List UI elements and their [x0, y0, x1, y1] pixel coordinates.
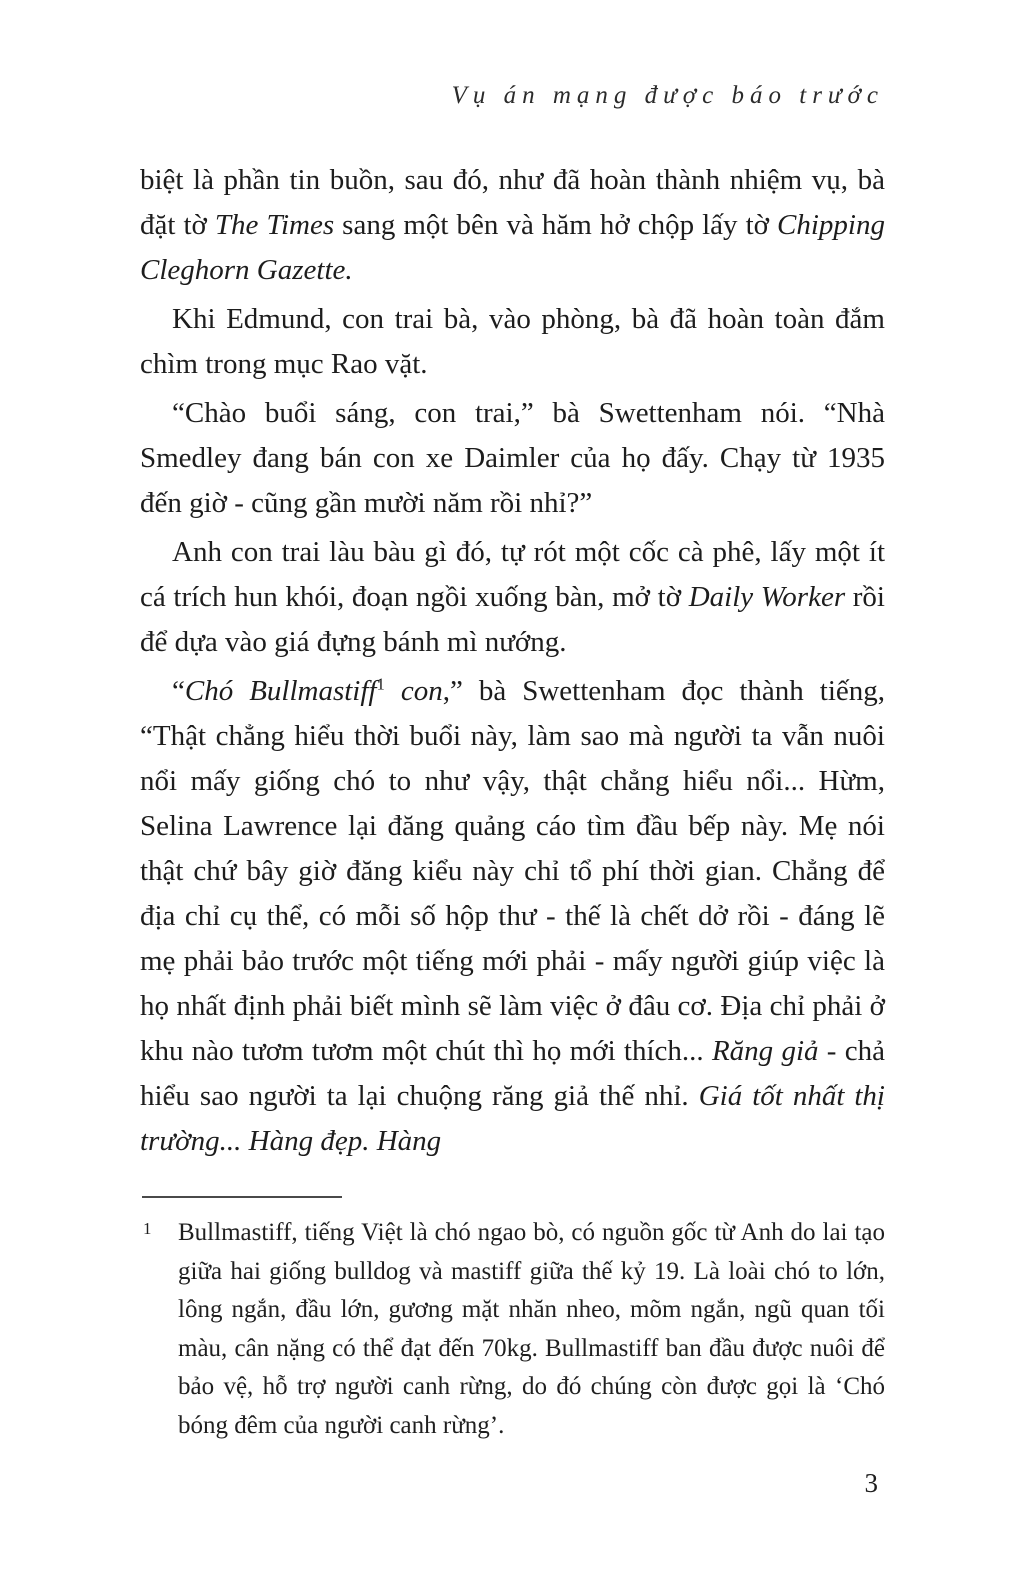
- text-run: sang một bên và hăm hở chộp lấy tờ: [334, 209, 778, 241]
- paragraph: [140, 297, 885, 387]
- paragraph: [140, 391, 885, 526]
- paragraph: [140, 669, 885, 1164]
- footnote-marker: 1: [143, 1219, 152, 1238]
- text-run: “: [172, 675, 185, 707]
- text-run: rồi để dựa vào giá đựng bánh mì nướng.: [140, 581, 885, 658]
- italic-text-run: Chipping Cleghorn Gazette.: [140, 209, 885, 286]
- text-run: biệt là phần tin buồn, sau đó, như đã hoàn thành nhiệm vụ, bà đặt tờ: [140, 164, 885, 241]
- text-run: ,” bà Swettenham đọc thành tiếng, “Thật chẳng hiểu thời buổi này, làm sao mà người ta vẫn nuôi nổi mấy giống chó to như vậy, thật chẳng hiểu nổi... Hừm, Selina Lawrence lại đăng quảng cáo tìm đầu bếp này. Mẹ nói thật chứ bây giờ đăng kiểu này chỉ tổ phí thời gian. Chẳng để địa chỉ cụ thể, có mỗi số hộp thư - thế là chết dở rồi - đáng lẽ mẹ phải bảo trước một tiếng mới phải - mấy người giúp việc là họ nhất định phải biết mình sẽ làm việc ở đâu cơ. Địa chỉ phải ở khu nào tươm tươm một chút thì họ mới thích...: [140, 675, 886, 1067]
- footnote-text: Bullmastiff, tiếng Việt là chó ngao bò, có nguồn gốc từ Anh do lai tạo giữa hai giống bulldog và mastiff giữa thế kỷ 19. Là loài chó to lớn, lông ngắn, đầu lớn, gương mặt nhăn nheo, mõm ngắn, ngũ quan tối màu, cân nặng có thể đạt đến 70kg. Bullmastiff ban đầu được nuôi để bảo vệ, hỗ trợ người canh rừng, do đó chúng còn được gọi là ‘Chó bóng đêm của người canh rừng’.: [178, 1219, 885, 1439]
- text-run: Khi Edmund, con trai bà, vào phòng, bà đã hoàn toàn đắm chìm trong mục Rao vặt.: [140, 303, 885, 380]
- footnote: [140, 1214, 885, 1445]
- italic-text-run: Răng giả: [711, 1035, 819, 1067]
- text-run: “Chào buổi sáng, con trai,” bà Swettenham nói. “Nhà Smedley đang bán con xe Daimler của họ đấy. Chạy từ 1935 đến giờ - cũng gần mười năm rồi nhỉ?”: [140, 397, 885, 519]
- footnote-divider-rule: [142, 1196, 342, 1198]
- italic-text-run: Daily Worker: [688, 581, 846, 613]
- footnote-area: [140, 1196, 885, 1445]
- text-run: - chả hiểu sao người ta lại chuộng răng giả thế nhỉ.: [140, 1035, 885, 1112]
- italic-text-run: Chó Bullmastiff: [184, 675, 377, 707]
- italic-text-run: Giá tốt nhất thị trường... Hàng đẹp. Hàng: [140, 1080, 885, 1157]
- italic-text-run: con: [384, 675, 443, 707]
- paragraph: [140, 158, 885, 293]
- paragraph: [140, 530, 885, 665]
- italic-text-run: The Times: [214, 209, 335, 241]
- page-number: 3: [864, 1468, 878, 1498]
- body-text: [140, 158, 885, 1168]
- footnote-reference: 1: [376, 674, 385, 694]
- running-header: Vụ án mạng được báo trước: [451, 82, 884, 109]
- text-run: Anh con trai làu bàu gì đó, tự rót một cốc cà phê, lấy một ít cá trích hun khói, đoạn ngồi xuống bàn, mở tờ: [140, 536, 885, 613]
